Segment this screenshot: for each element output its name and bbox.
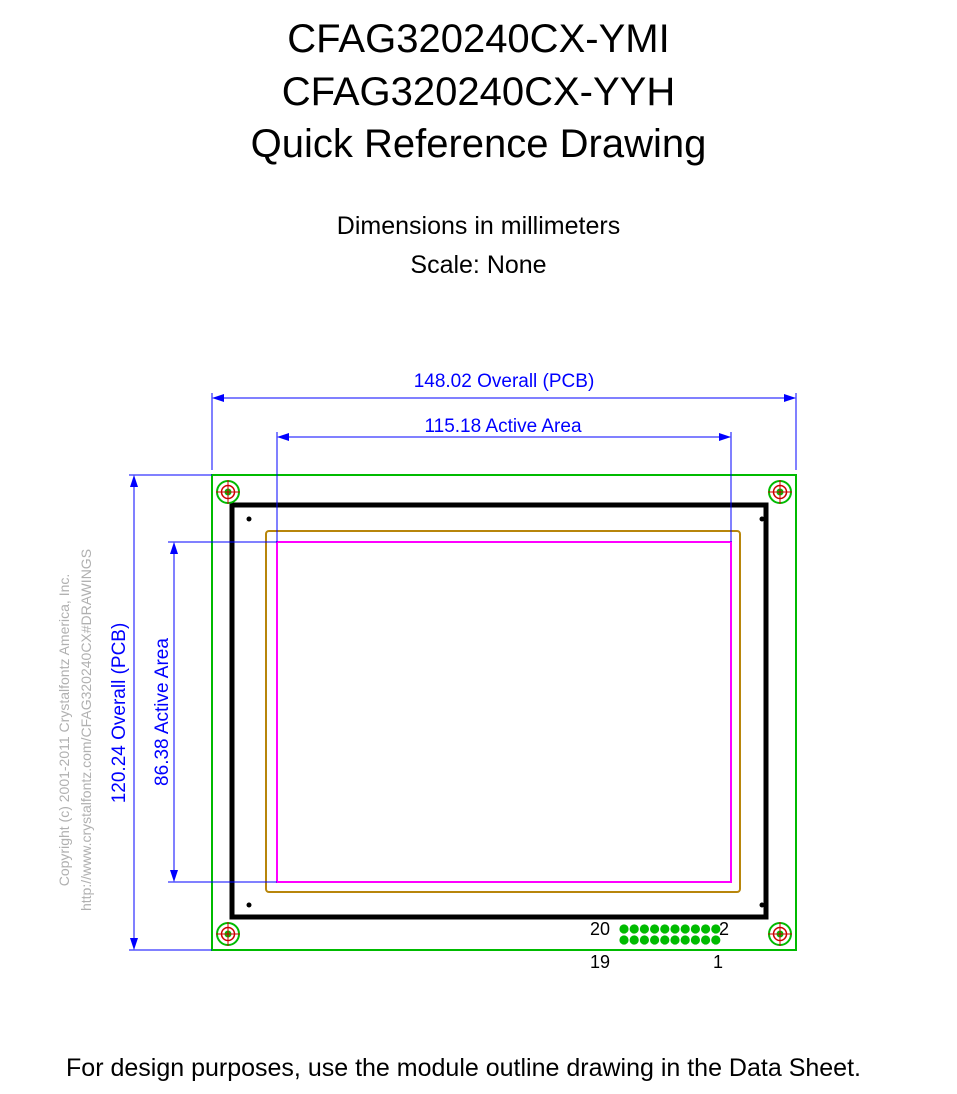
connector-pin-header <box>619 924 720 944</box>
connector-pin <box>640 924 649 933</box>
mount-hole-top-right <box>768 480 792 504</box>
connector-pin <box>681 924 690 933</box>
connector-pin <box>619 935 628 944</box>
active-height-dimension <box>168 542 277 882</box>
mount-hole-bottom-right <box>768 922 792 946</box>
bezel-dot-bl <box>247 903 252 908</box>
mount-hole-top-left <box>216 480 240 504</box>
connector-pin <box>630 935 639 944</box>
copyright-line-2: http://www.crystalfontz.com/CFAG320240CX#DRAWINGS <box>78 548 94 912</box>
connector-pin <box>640 935 649 944</box>
viewing-area-outline <box>266 531 740 892</box>
title-line-2: CFAG320240CX-YYH <box>281 70 676 114</box>
connector-pin <box>619 924 628 933</box>
pin-label-2: 2 <box>719 919 730 939</box>
mount-hole-bottom-left <box>216 922 240 946</box>
connector-pin <box>660 924 669 933</box>
connector-pin <box>660 935 669 944</box>
overall-height-label: 120.24 Overall (PCB) <box>109 622 130 804</box>
connector-pin <box>701 935 710 944</box>
connector-pin <box>670 924 679 933</box>
connector-pin <box>701 924 710 933</box>
pin-label-20: 20 <box>590 919 611 939</box>
bezel-dot-tr <box>760 517 765 522</box>
bezel-dot-tl <box>247 517 252 522</box>
connector-pin <box>630 924 639 933</box>
pin-label-19: 19 <box>590 952 611 972</box>
copyright-line-1: Copyright (c) 2001-2011 Crystalfontz America, Inc. <box>56 573 72 887</box>
connector-pin <box>650 924 659 933</box>
pin-label-1: 1 <box>713 952 724 972</box>
footer-note: For design purposes, use the module outline drawing in the Data Sheet. <box>66 1054 861 1082</box>
scale-note: Scale: None <box>410 251 547 279</box>
bezel-outline <box>232 505 766 917</box>
connector-pin <box>691 924 700 933</box>
pcb-outline <box>212 475 796 950</box>
connector-pin <box>670 935 679 944</box>
bezel-dot-br <box>760 903 765 908</box>
active-width-label: 115.18 Active Area <box>424 416 582 437</box>
active-area-outline <box>277 542 731 882</box>
title-line-1: CFAG320240CX-YMI <box>287 17 670 61</box>
title-line-3: Quick Reference Drawing <box>250 122 707 166</box>
active-height-label: 86.38 Active Area <box>152 638 173 786</box>
connector-pin <box>650 935 659 944</box>
units-note: Dimensions in millimeters <box>336 212 621 240</box>
active-width-dimension <box>277 432 731 542</box>
overall-width-label: 148.02 Overall (PCB) <box>413 371 595 392</box>
connector-pin <box>691 935 700 944</box>
connector-pin <box>681 935 690 944</box>
